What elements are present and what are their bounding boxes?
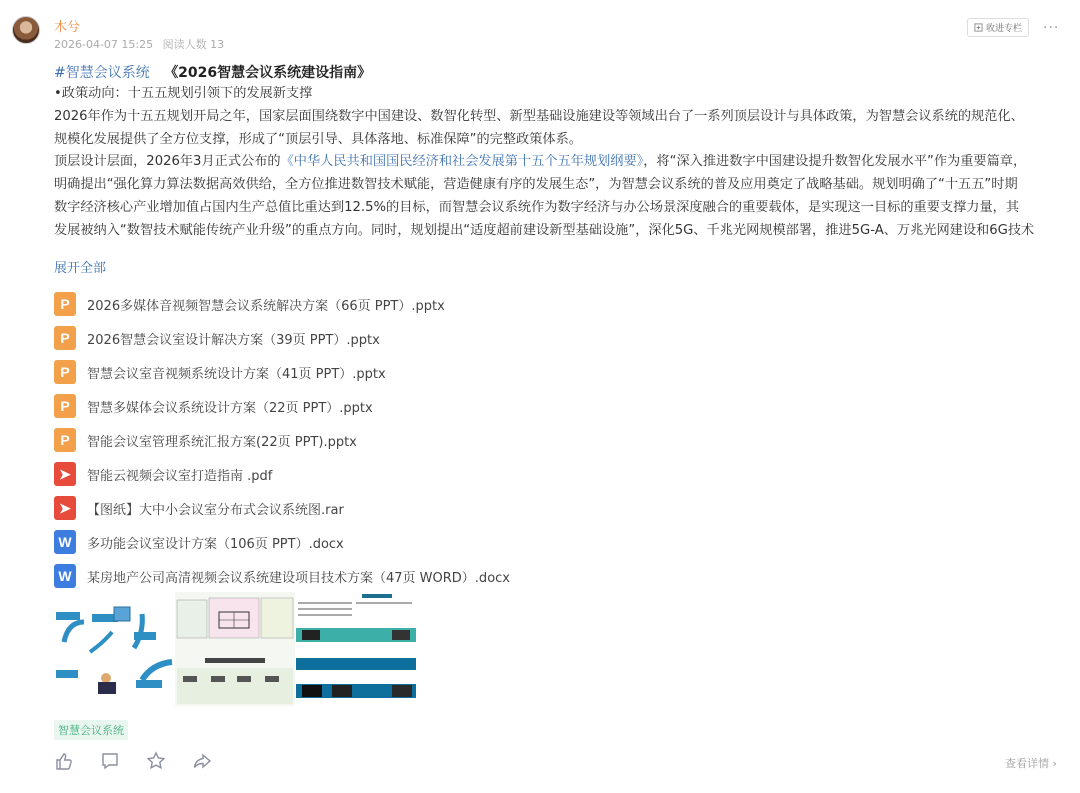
attachment-item[interactable] bbox=[54, 559, 510, 593]
body-line: •政策动向：十五五规划引领下的发展新支撑 bbox=[54, 86, 313, 101]
plan-outline-link[interactable]: 《中华人民共和国国民经济和社会发展第十五个五年规划纲要》 bbox=[280, 154, 644, 170]
attachment-item[interactable] bbox=[54, 525, 510, 559]
attachment-item[interactable] bbox=[54, 321, 510, 355]
attachment-name: 2026多媒体音视频智慧会议系统解决方案（66页 PPT）.pptx bbox=[87, 298, 445, 314]
attachment-name: 【图纸】大中小会议室分布式会议系统图.rar bbox=[87, 502, 344, 518]
thumbnail-slide[interactable] bbox=[296, 592, 416, 706]
view-detail-link[interactable]: 查看详情 › bbox=[1005, 757, 1057, 770]
hashtag-link[interactable]: #智慧会议系统 bbox=[54, 65, 150, 81]
attachment-name: 某房地产公司高清视频会议系统建设项目技术方案（47页 WORD）.docx bbox=[87, 570, 510, 586]
word-file-icon: W bbox=[54, 564, 76, 588]
image-thumbnails bbox=[54, 592, 416, 706]
post-body bbox=[54, 83, 1064, 243]
body-text-segment: ，将“深入推进数字中国建设提升数智化发展水平”作为重要篇章， bbox=[643, 154, 1027, 170]
ellipsis-icon[interactable]: ··· bbox=[1043, 20, 1060, 36]
comment-icon[interactable] bbox=[100, 751, 120, 771]
like-icon[interactable] bbox=[54, 751, 74, 771]
attachment-name: 智能会议室管理系统汇报方案(22页 PPT).pptx bbox=[87, 434, 357, 450]
body-line: 2026年作为十五五规划开局之年，国家层面围绕数字中国建设、数智化转型、新型基础设施建设等领域出台了一系列顶层设计与具体政策，为智慧会议系统的规范化、 bbox=[54, 108, 1024, 124]
attachment-list bbox=[54, 287, 510, 593]
post-date: 2026-04-07 15:25 bbox=[54, 38, 154, 51]
ppt-file-icon: P bbox=[54, 428, 76, 452]
body-line: 明确提出“强化算力算法数据高效供给，全方位推进数智技术赋能，营造健康有序的发展生态”，为智慧会议系统的普及应用奠定了战略基础。规划明确了“十五五”时期 bbox=[54, 177, 1018, 193]
attachment-item[interactable] bbox=[54, 389, 510, 423]
attachment-item[interactable] bbox=[54, 423, 510, 457]
attachment-name: 智能云视频会议室打造指南 .pdf bbox=[87, 468, 273, 484]
expand-all-link[interactable]: 展开全部 bbox=[54, 261, 107, 276]
share-icon[interactable] bbox=[192, 751, 212, 771]
thumbnail-diagram[interactable] bbox=[54, 592, 174, 706]
attachment-name: 智慧多媒体会议系统设计方案（22页 PPT）.pptx bbox=[87, 400, 373, 416]
read-count: 阅读人数 13 bbox=[162, 38, 225, 51]
author-name[interactable]: 木兮 bbox=[54, 20, 81, 35]
ppt-file-icon: P bbox=[54, 292, 76, 316]
ppt-file-icon: P bbox=[54, 394, 76, 418]
attachment-name: 多功能会议室设计方案（106页 PPT）.docx bbox=[87, 536, 344, 552]
post-meta bbox=[54, 36, 230, 52]
avatar[interactable] bbox=[12, 16, 40, 44]
attachment-name: 2026智慧会议室设计解决方案（39页 PPT）.pptx bbox=[87, 332, 380, 348]
attachment-item[interactable] bbox=[54, 457, 510, 491]
collect-label: 收进专栏 bbox=[986, 24, 1023, 34]
star-icon[interactable] bbox=[146, 751, 166, 771]
body-line: 规模化发展提供了全方位支撑，形成了“顶层引导、具体落地、标准保障”的完整政策体系。 bbox=[54, 131, 582, 147]
body-line: 发展被纳入“数智技术赋能传统产业升级”的重点方向。同时，规划提出“适度超前建设新型基础设施”，深化5G、千兆光网规模部署，推进5G-A、万兆光网建设和6G技术 bbox=[54, 222, 1035, 238]
attachment-item[interactable] bbox=[54, 491, 510, 525]
collect-to-column-button[interactable] bbox=[967, 18, 1029, 37]
topic-tag[interactable]: 智慧会议系统 bbox=[54, 720, 128, 740]
pdf-file-icon: ➤ bbox=[54, 496, 76, 520]
attachment-name: 智慧会议室音视频系统设计方案（41页 PPT）.pptx bbox=[87, 366, 386, 382]
action-bar bbox=[54, 751, 212, 771]
thumbnail-floorplan[interactable] bbox=[175, 592, 295, 706]
ppt-file-icon: P bbox=[54, 360, 76, 384]
attachment-item[interactable] bbox=[54, 287, 510, 321]
body-line: 数字经济核心产业增加值占国内生产总值比重达到12.5%的目标，而智慧会议系统作为数字经济与办公场景深度融合的重要载体，是实现这一目标的重要支撑力量，其 bbox=[54, 199, 1020, 215]
post-title-line bbox=[54, 62, 371, 82]
pdf-file-icon: ➤ bbox=[54, 462, 76, 486]
bookmark-icon bbox=[974, 23, 983, 32]
post-title: 《2026智慧会议系统建设指南》 bbox=[164, 65, 372, 81]
body-line bbox=[54, 151, 1064, 174]
ppt-file-icon: P bbox=[54, 326, 76, 350]
body-text-segment: 顶层设计层面，2026年3月正式公布的 bbox=[54, 154, 281, 170]
attachment-item[interactable] bbox=[54, 355, 510, 389]
word-file-icon: W bbox=[54, 530, 76, 554]
